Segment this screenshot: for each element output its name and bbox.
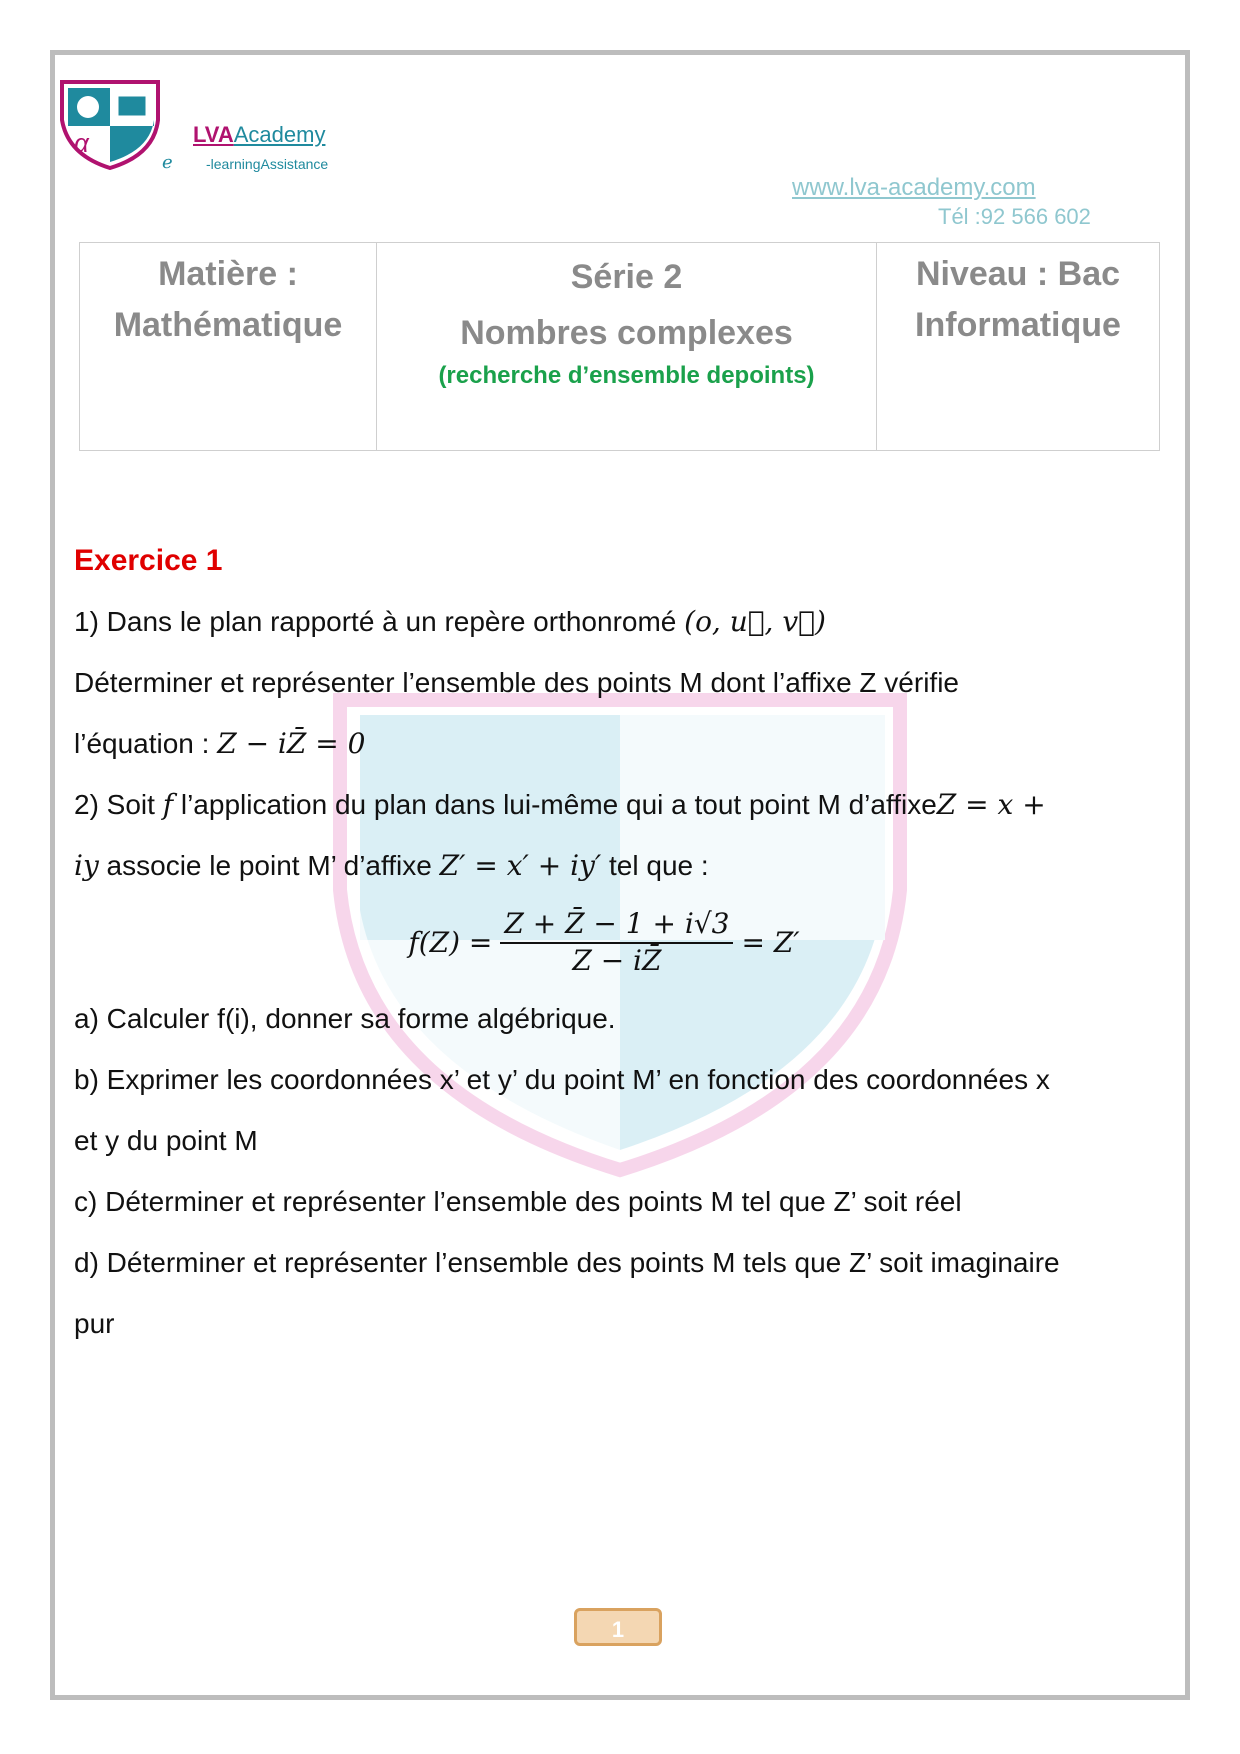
question-2b: b) Exprimer les coordonnées x’ et y’ du point M’ en fonction des coordonnées x (74, 1064, 1050, 1095)
svg-text:α: α (74, 128, 89, 158)
question-2d-cont: pur (74, 1308, 115, 1339)
brand-name: LVAAcademy (193, 122, 326, 147)
header-table (79, 242, 1160, 451)
question-1-text: Déterminer et représenter l’ensemble des points M dont l’affixe Z vérifie (74, 667, 959, 698)
question-2d: d) Déterminer et représenter l’ensemble des points M tels que Z’ soit imaginaire (74, 1247, 1060, 1278)
question-1-equation: l’équation : Z − iZ̄ = 0 (74, 727, 366, 760)
page-number: 1 (574, 1608, 662, 1646)
exercise-content (74, 530, 1174, 1354)
subject-cell: Matière : Mathématique (80, 243, 377, 451)
question-2: 2) Soit f l’application du plan dans lui-même qui a tout point M d’affixeZ = x + (74, 788, 1046, 821)
level-cell: Niveau : Bac Informatique (877, 243, 1160, 451)
question-2-cont: iy associe le point M’ d’affixe Z′ = x′ + iy′ tel que : (74, 849, 709, 882)
exercise-title: Exercice 1 (74, 544, 223, 577)
question-2b-cont: et y du point M (74, 1125, 258, 1156)
series-subtitle: (recherche d’ensemble depoints) (438, 362, 815, 389)
question-2c: c) Déterminer et représenter l’ensemble des points M tel que Z’ soit réel (74, 1186, 962, 1217)
phone-number: Tél :92 566 602 (938, 204, 1091, 229)
question-2a: a) Calculer f(i), donner sa forme algébrique. (74, 1003, 616, 1034)
website-link[interactable]: www.lva-academy.com (792, 174, 1036, 201)
series-cell: Série 2 Nombres complexes (recherche d’ensemble depoints) (377, 243, 877, 451)
function-formula: f(Z) = $\frac{Z + Z̄ - 1 + i√3}{Z - iZ̄}$ = Z′ (408, 907, 800, 977)
question-1: 1) Dans le plan rapporté à un repère orthonromé (o, u⃗, v⃗) (74, 605, 826, 638)
lva-academy-logo-icon (58, 80, 163, 170)
brand-tagline: -learningAssistance (206, 156, 329, 172)
brand-e: e (162, 152, 173, 173)
